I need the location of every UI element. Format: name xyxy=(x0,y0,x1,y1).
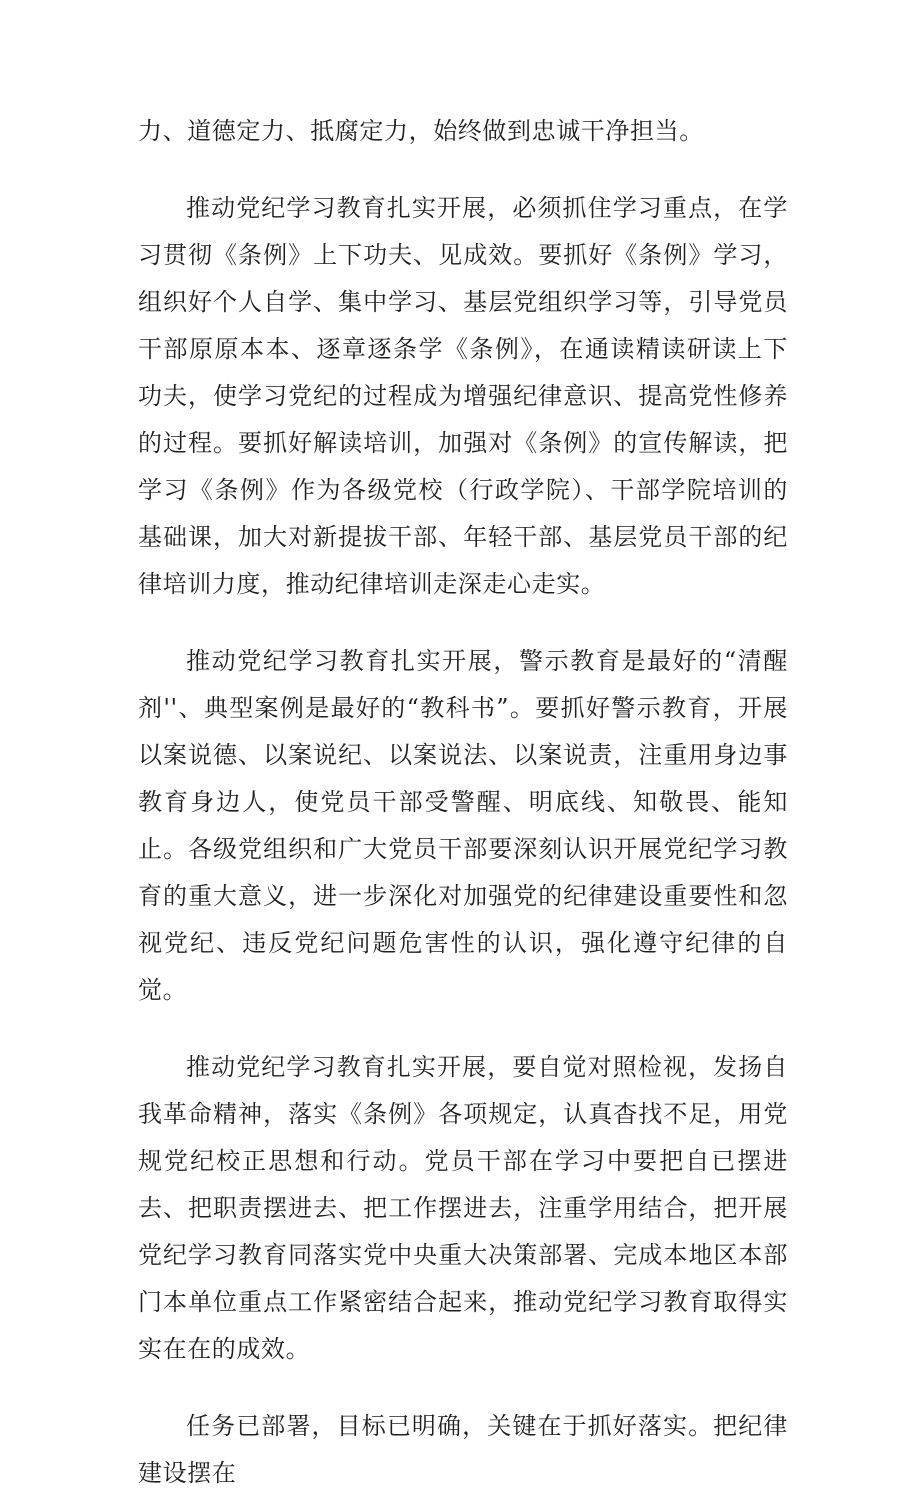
paragraph-gap xyxy=(138,608,788,638)
paragraph-gap xyxy=(138,1014,788,1044)
paragraph-implementation: 任务已部署，目标已明确，关键在于抓好落实。把纪律建设摆在 xyxy=(138,1412,788,1487)
paragraph-warning-education: 推动党纪学习教育扎实开展，警示教育是最好的“清醒剂''、典型案例是最好的“教科书”。要抓好警示教育，开展以案说德、以案说纪、以案说法、以案说责，注重用身边事教育身边人，使党员干部受警醒、明底线、知敬畏、能知止。各级党组织和广大党员干部要深刻认识开展党纪学习教育的重大意义，进一步深化对加强党的纪律建设重要性和忽视党纪、违反党纪问题危害性的认识，强化遵守纪律的自觉。 xyxy=(138,647,788,1004)
paragraph-gap xyxy=(138,1373,788,1403)
paragraph-study-regulations: 推动党纪学习教育扎实开展，必须抓住学习重点，在学习贯彻《条例》上下功夫、见成效。要抓好《条例》学习，组织好个人自学、集中学习、基层党组织学习等，引导党员干部原原本本、逐章逐条学《条例》，在通读精读研读上下功夫，使学习党纪的过程成为增强纪律意识、提高党性修养的过程。要抓好解读培训，加强对《条例》的宣传解读，把学习《条例》作为各级党校（行政学院）、干部学院培训的基础课，加大对新提拔干部、年轻干部、基层党员干部的纪律培训力度，推动纪律培训走深走心走实。 xyxy=(138,194,788,598)
document-body xyxy=(138,108,788,1497)
paragraph-gap xyxy=(138,155,788,185)
paragraph-continuation: 力、道德定力、抵腐定力，始终做到忠诚干净担当。 xyxy=(138,117,704,145)
paragraph-self-examination: 推动党纪学习教育扎实开展，要自觉对照检视，发扬自我革命精神，落实《条例》各项规定，认真杳找不足，用党规党纪校正思想和行动。党员干部在学习中要把自已摆进去、把职责摆进去、把工作摆进去，注重学用结合，把开展党纪学习教育同落实党中央重大决策部署、完成本地区本部门本单位重点工作紧密结合起来，推动党纪学习教育取得实实在在的成效。 xyxy=(138,1053,788,1363)
